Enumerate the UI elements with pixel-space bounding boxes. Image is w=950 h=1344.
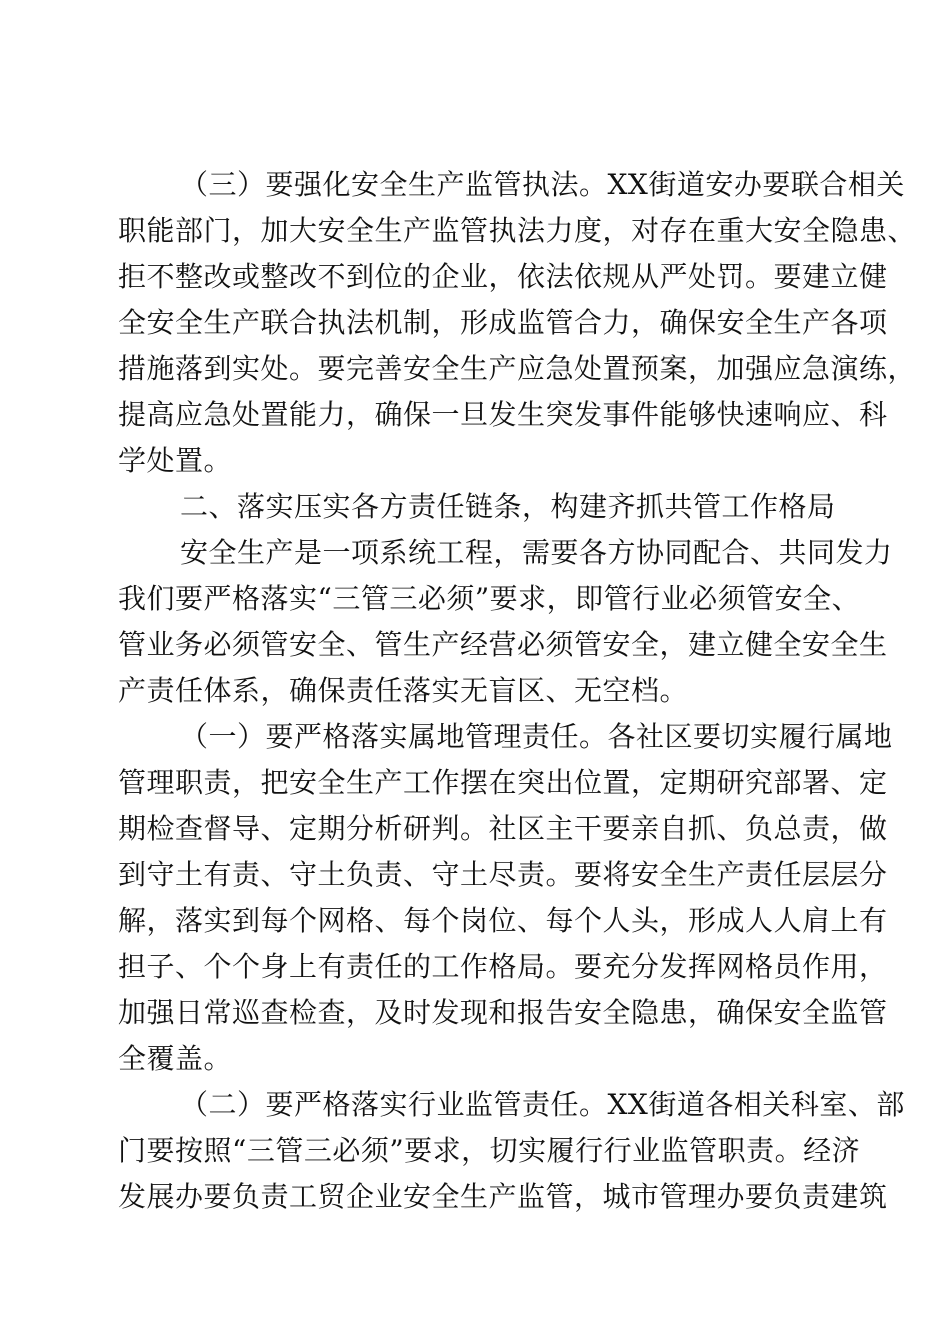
paragraph-3-line-7: 加强日常巡查检查，及时发现和报告安全隐患，确保安全监管 [118, 996, 888, 1029]
paragraph-3-line-8: 全覆盖。 [118, 1042, 233, 1075]
paragraph-1-line-1: （三）要强化安全生产监管执法。XX街道安办要联合相关 [180, 168, 905, 201]
section-heading-2: 二、落实压实各方责任链条，构建齐抓共管工作格局 [180, 490, 836, 523]
paragraph-3-line-3: 期检查督导、定期分析研判。社区主干要亲自抓、负总责，做 [118, 812, 888, 845]
paragraph-1-line-2: 职能部门，加大安全生产监管执法力度，对存在重大安全隐患、 [118, 214, 917, 247]
paragraph-3-line-6: 担子、个个身上有责任的工作格局。要充分发挥网格员作用， [118, 950, 888, 983]
paragraph-1-line-6: 提高应急处置能力，确保一旦发生突发事件能够快速响应、科 [118, 398, 888, 431]
paragraph-4-line-3: 发展办要负责工贸企业安全生产监管，城市管理办要负责建筑 [118, 1180, 888, 1213]
paragraph-2-line-4: 产责任体系，确保责任落实无盲区、无空档。 [118, 674, 689, 707]
paragraph-2-line-2: 我们要严格落实“三管三必须”要求，即管行业必须管安全、 [118, 582, 861, 615]
paragraph-4-line-2: 门要按照“三管三必须”要求，切实履行行业监管职责。经济 [118, 1134, 861, 1167]
paragraph-1-line-5: 措施落到实处。要完善安全生产应急处置预案，加强应急演练， [118, 352, 917, 385]
paragraph-3-line-5: 解，落实到每个网格、每个岗位、每个人头，形成人人肩上有 [118, 904, 888, 937]
paragraph-1-line-3: 拒不整改或整改不到位的企业，依法依规从严处罚。要建立健 [118, 260, 888, 293]
paragraph-2-line-1: 安全生产是一项系统工程，需要各方协同配合、共同发力 [180, 536, 893, 569]
paragraph-3-line-2: 管理职责，把安全生产工作摆在突出位置，定期研究部署、定 [118, 766, 888, 799]
paragraph-3-line-4: 到守土有责、守土负责、守土尽责。要将安全生产责任层层分 [118, 858, 888, 891]
paragraph-1-line-7: 学处置。 [118, 444, 233, 477]
paragraph-4-line-1: （二）要严格落实行业监管责任。XX街道各相关科室、部 [180, 1088, 905, 1121]
paragraph-3-line-1: （一）要严格落实属地管理责任。各社区要切实履行属地 [180, 720, 893, 753]
paragraph-1-line-4: 全安全生产联合执法机制，形成监管合力，确保安全生产各项 [118, 306, 888, 339]
paragraph-2-line-3: 管业务必须管安全、管生产经营必须管安全，建立健全安全生 [118, 628, 888, 661]
